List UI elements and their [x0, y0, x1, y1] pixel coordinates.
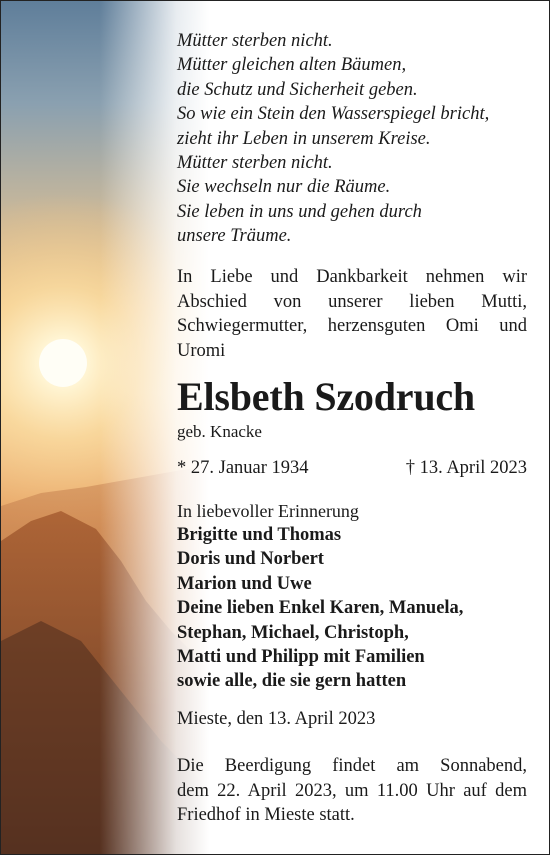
- poem-line: Sie wechseln nur die Räume.: [177, 177, 391, 198]
- maiden-name: geb. Knacke: [177, 422, 262, 441]
- death-date: † 13. April 2023: [405, 458, 527, 478]
- mourners-list: [177, 523, 463, 694]
- mourner-line: Matti und Philipp mit Familien: [177, 647, 425, 668]
- mourner-line: Marion und Uwe: [177, 573, 312, 594]
- mourner-line: Stephan, Michael, Christoph,: [177, 622, 409, 643]
- poem-line: Sie leben in uns und gehen durch: [177, 201, 422, 222]
- poem-line: zieht ihr Leben in unserem Kreise.: [177, 128, 431, 149]
- mourner-line: Doris und Norbert: [177, 549, 324, 570]
- mourner-line: Deine lieben Enkel Karen, Manuela,: [177, 598, 464, 619]
- place-date: Mieste, den 13. April 2023: [177, 709, 376, 729]
- funeral-line: dem 22. April 2023, um 11.00 Uhr auf dem: [177, 780, 527, 801]
- memory-line: In liebevoller Erinnerung: [177, 501, 359, 521]
- poem-line: Mütter gleichen alten Bäumen,: [177, 55, 407, 76]
- mourner-line: sowie alle, die sie gern hatten: [177, 671, 407, 692]
- intro-line: In Liebe und Dankbarkeit nehmen wir: [177, 267, 527, 287]
- poem-line: Mütter sterben nicht.: [177, 31, 333, 51]
- funeral-line: Friedhof in Mieste statt.: [177, 805, 355, 825]
- intro-text: [177, 265, 527, 363]
- poem-line: Mütter sterben nicht.: [177, 153, 333, 174]
- deceased-name: Elsbeth Szodruch: [177, 374, 475, 419]
- intro-line: Uromi: [177, 340, 226, 361]
- mourner-line: Brigitte und Thomas: [177, 525, 342, 545]
- funeral-notice: [177, 754, 527, 828]
- poem-line: So wie ein Stein den Wasserspiegel bricht,: [177, 104, 490, 125]
- birth-date: * 27. Januar 1934: [177, 458, 309, 478]
- poem-line: die Schutz und Sicherheit geben.: [177, 79, 418, 100]
- intro-line: Abschied von unserer lieben Mutti,: [177, 291, 527, 312]
- funeral-line: Die Beerdigung findet am Sonnabend,: [177, 756, 527, 776]
- intro-line: Schwiegermutter, herzensguten Omi und: [177, 316, 527, 336]
- poem-line: unsere Träume.: [177, 226, 292, 247]
- poem: [177, 29, 489, 249]
